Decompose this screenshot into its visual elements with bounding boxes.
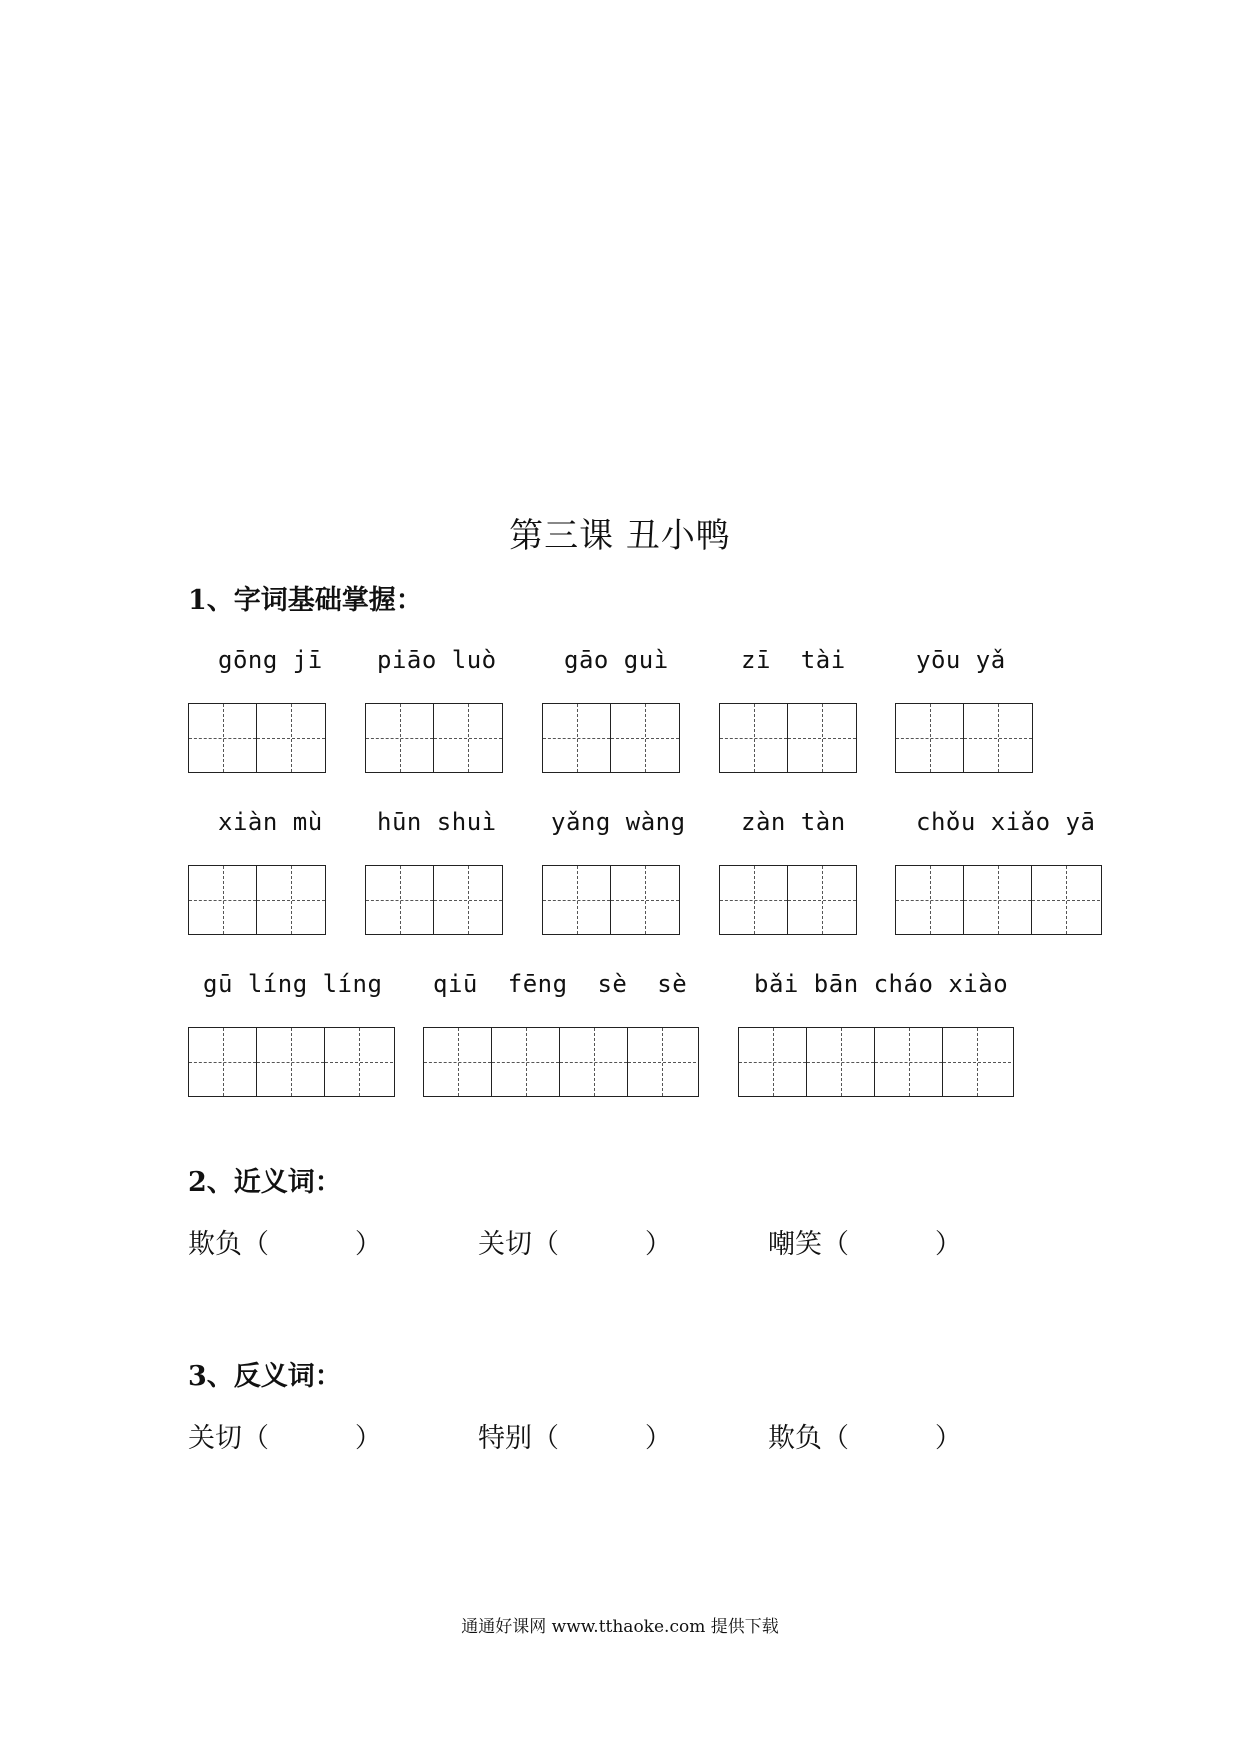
writing-grid[interactable] [719, 865, 857, 935]
pinyin-label: yǎng wàng [551, 808, 686, 836]
synonym-item[interactable]: 关切（ ） [478, 1229, 672, 1260]
page-title: 第三课 丑小鸭 [509, 516, 731, 556]
writing-grid[interactable] [738, 1027, 1014, 1097]
writing-grid[interactable] [365, 865, 503, 935]
section-heading-synonyms: 2、近义词： [188, 1167, 342, 1198]
antonym-row [188, 1416, 1058, 1455]
antonym-item[interactable]: 关切（ ） [188, 1423, 382, 1454]
synonym-item[interactable]: 嘲笑（ ） [768, 1229, 962, 1260]
section-heading-antonyms: 3、反义词： [188, 1361, 342, 1392]
pinyin-label: yōu yǎ [916, 646, 1006, 674]
writing-grid[interactable] [188, 703, 326, 773]
pinyin-label: qiū fēng sè sè [433, 970, 688, 998]
writing-grid[interactable] [188, 865, 326, 935]
writing-grid[interactable] [423, 1027, 699, 1097]
writing-grid[interactable] [719, 703, 857, 773]
writing-grid[interactable] [365, 703, 503, 773]
writing-grid[interactable] [542, 703, 680, 773]
footer-credit: 通通好课网 www.tthaoke.com 提供下载 [461, 1617, 779, 1637]
antonym-item[interactable]: 特别（ ） [478, 1423, 672, 1454]
section-heading-vocabulary: 1、字词基础掌握： [188, 585, 423, 616]
writing-grid[interactable] [895, 703, 1033, 773]
pinyin-label: gāo guì [564, 646, 669, 674]
pinyin-label: gū líng líng [203, 970, 383, 998]
pinyin-label: piāo luò [377, 646, 497, 674]
antonym-item[interactable]: 欺负（ ） [768, 1423, 962, 1454]
writing-grid[interactable] [895, 865, 1102, 935]
synonym-item[interactable]: 欺负（ ） [188, 1229, 382, 1260]
pinyin-label: bǎi bān cháo xiào [754, 970, 1009, 998]
pinyin-label: zàn tàn [741, 808, 846, 836]
synonym-row [188, 1222, 1058, 1261]
writing-grid[interactable] [188, 1027, 395, 1097]
writing-grid[interactable] [542, 865, 680, 935]
pinyin-label: hūn shuì [377, 808, 497, 836]
pinyin-label: xiàn mù [218, 808, 323, 836]
pinyin-label: chǒu xiǎo yā [916, 808, 1096, 836]
pinyin-label: gōng jī [218, 646, 323, 674]
pinyin-label: zī tài [741, 646, 846, 674]
